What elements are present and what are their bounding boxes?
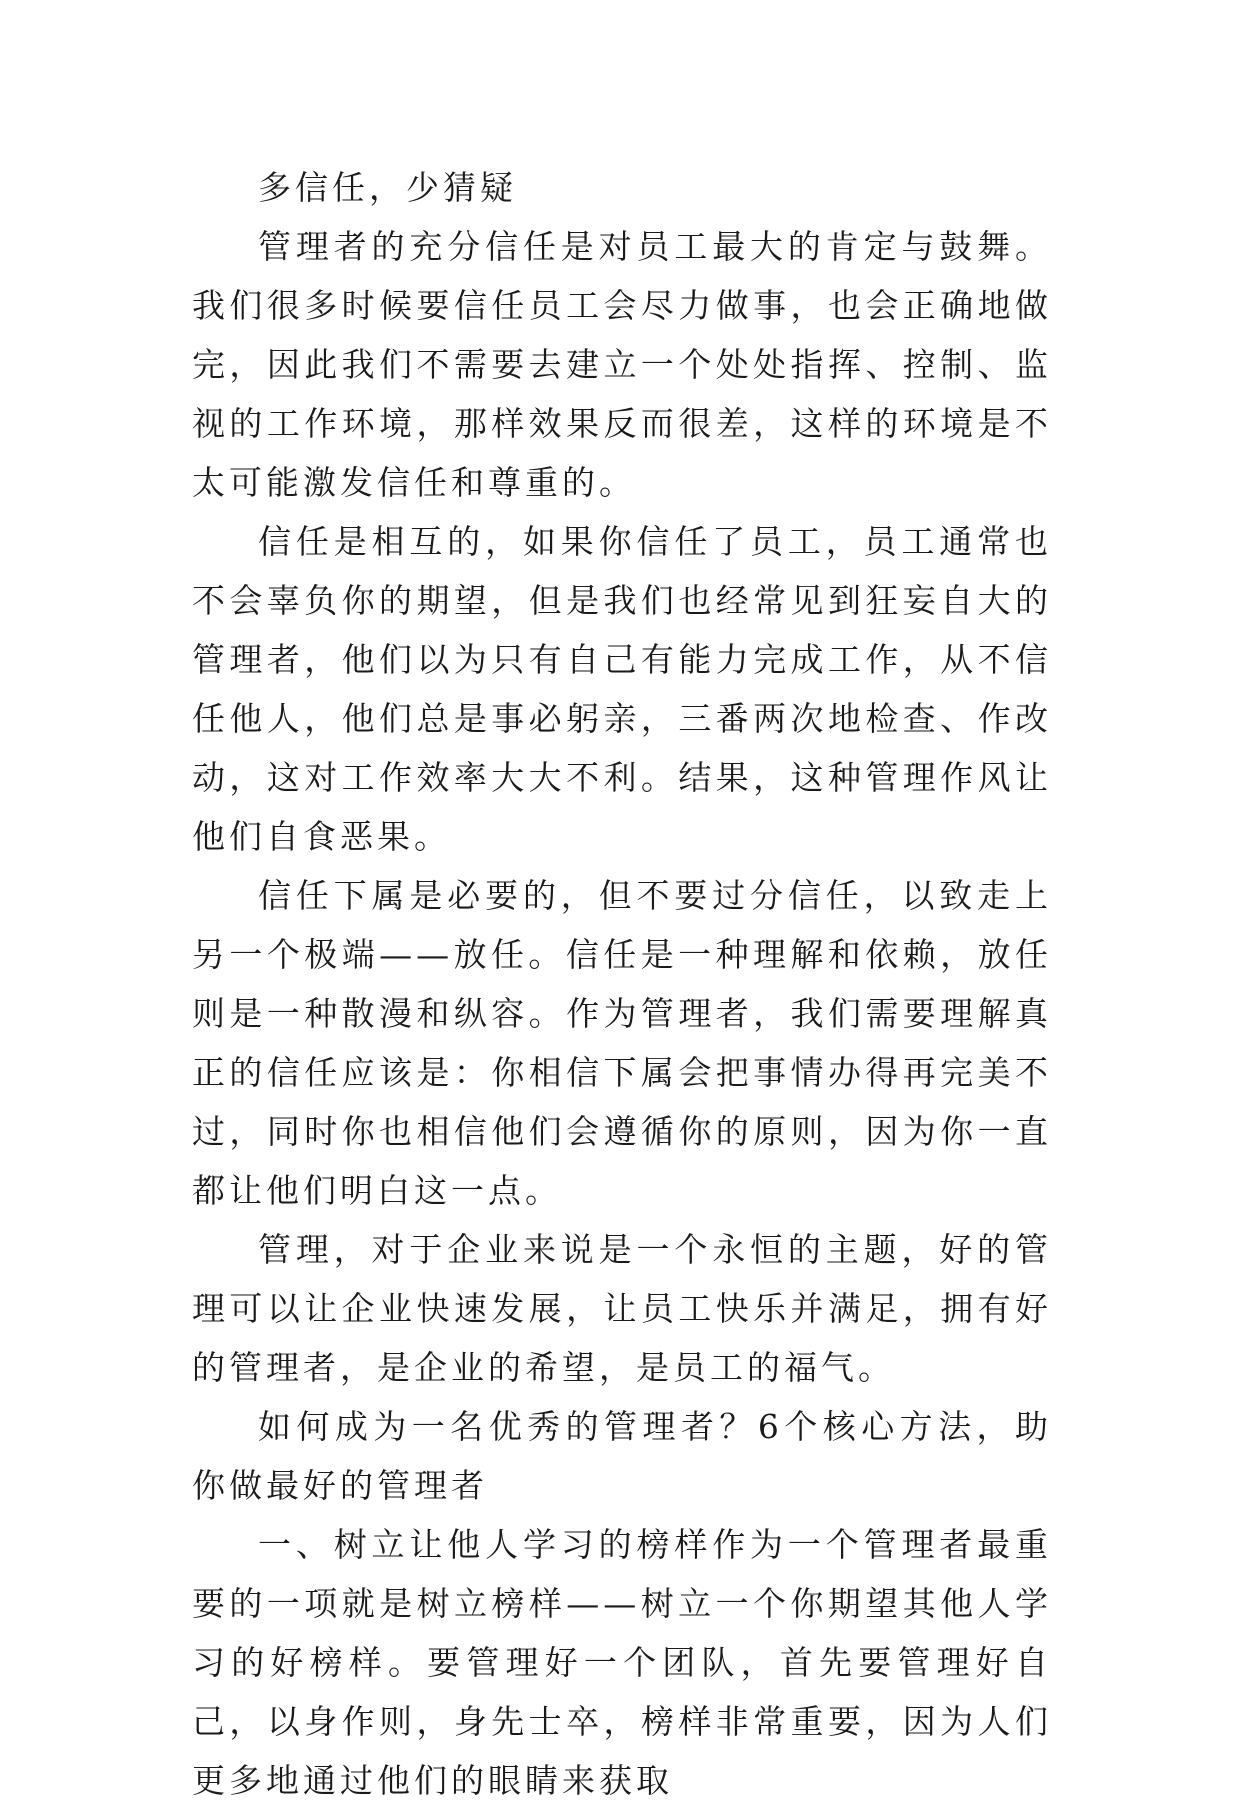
paragraph: 信任下属是必要的，但不要过分信任，以致走上另一个极端——放任。信任是一种理解和依赖，放任则是一种散漫和纵容。作为管理者，我们需要理解真正的信任应该是：你相信下属会把事情办得再完美不过，同时你也相信他们会遵循你的原则，因为你一直都让他们明白这一点。: [192, 876, 1052, 1210]
paragraph: 信任是相互的，如果你信任了员工，员工通常也不会辜负你的期望，但是我们也经常见到狂妄自大的管理者，他们以为只有自己有能力完成工作，从不信任他人，他们总是事必躬亲，三番两次地检查、作改动，这对工作效率大大不利。结果，这种管理作风让他们自食恶果。: [192, 522, 1052, 856]
paragraph: 一、树立让他人学习的榜样作为一个管理者最重要的一项就是树立榜样——树立一个你期望其他人学习的好榜样。要管理好一个团队，首先要管理好自己，以身作则，身先士卒，榜样非常重要，因为人们更多地通过他们的眼睛来获取: [192, 1525, 1052, 1800]
paragraph: 管理者的充分信任是对员工最大的肯定与鼓舞。我们很多时候要信任员工会尽力做事，也会正确地做完，因此我们不需要去建立一个处处指挥、控制、监视的工作环境，那样效果反而很差，这样的环境是不太可能激发信任和尊重的。: [192, 227, 1052, 502]
paragraph-heading-methods: 如何成为一名优秀的管理者？6个核心方法，助你做最好的管理者: [192, 1407, 1052, 1505]
paragraph: 管理，对于企业来说是一个永恒的主题，好的管理可以让企业快速发展，让员工快乐并满足，拥有好的管理者，是企业的希望，是员工的福气。: [192, 1230, 1052, 1387]
body-text: [192, 158, 1052, 1810]
paragraph-heading-trust: 多信任，少猜疑: [258, 168, 517, 207]
